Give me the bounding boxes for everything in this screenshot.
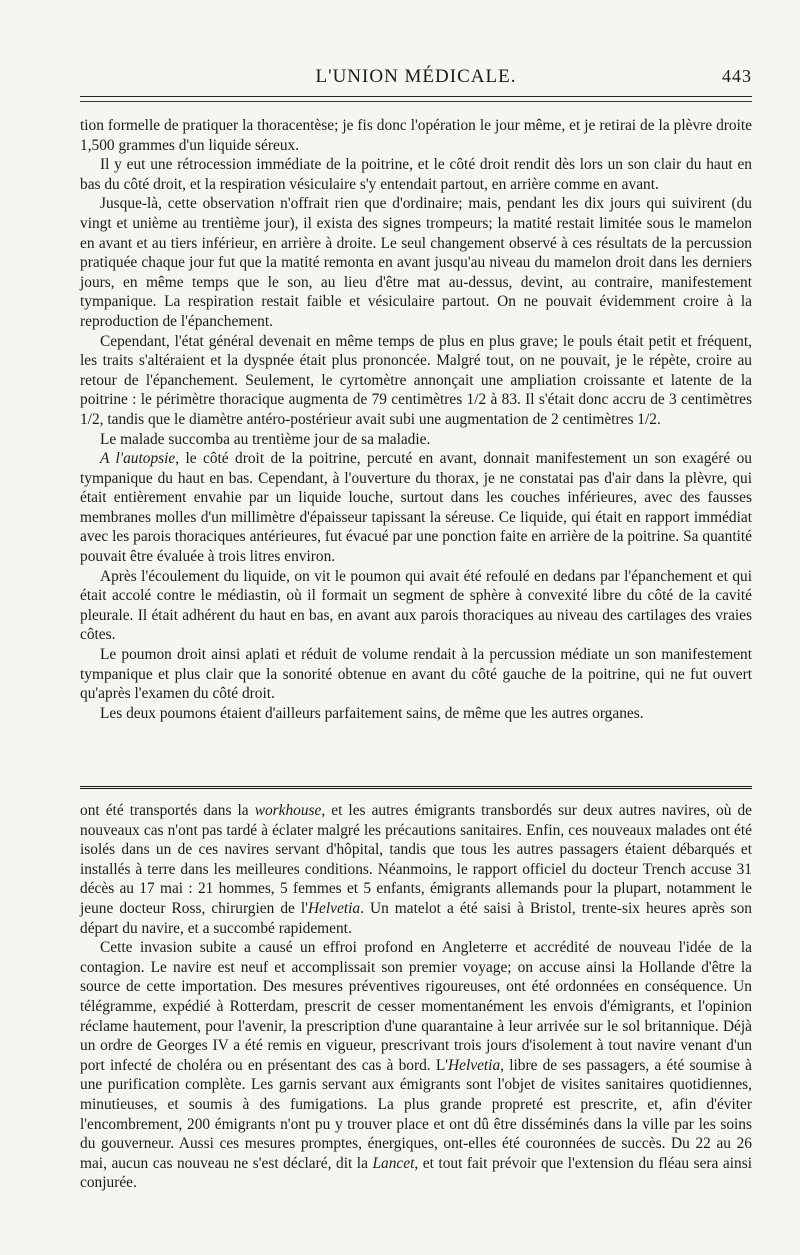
paragraph: A l'autopsie, le côté droit de la poitrine, percuté en avant, donnait manifestement un son exagéré ou tympanique du haut en bas. Cependant, à l'ouverture du thorax, je ne constatai pas d'air dans la plèvre, qui était entièrement envahie par un liquide louche, surtout dans les couches inférieures, avec des fausses membranes molles d'un millimètre d'épaisseur tapissant la séreuse. Ce liquide, qui était en rapport immédiat avec les parois thoraciques antérieures, fut évacué par une ponction faite en arrière de la poitrine. Sa quantité pouvait être évaluée à trois litres environ.	[80, 450, 752, 566]
paragraph: Après l'écoulement du liquide, on vit le poumon qui avait été refoulé en dedans par l'épanchement et qui était accolé contre le médiastin, où il formait un segment de sphère à convexité libre du côté de la cavité pleurale. Il était adhérent du haut en bas, en avant aux parois thoraciques au niveau des cartilages des vraies côtes.	[80, 567, 752, 644]
paragraph: tion formelle de pratiquer la thoracentèse; je fis donc l'opération le jour même, et je retirai de la plèvre droite 1,500 grammes d'un liquide séreux.	[80, 117, 752, 154]
paragraph: Jusque-là, cette observation n'offrait rien que d'ordinaire; mais, pendant les dix jours qui suivirent (du vingt et unième au trentième jour), il exista des signes trompeurs; la matité restait limitée sous le mamelon en avant et au tiers inférieur, en arrière à droite. Le seul changement observé à ces résultats de la percussion pratiquée chaque jour fut que la matité remonta en avant jusqu'au niveau du mamelon droit dans les derniers jours, en même temps que le son, au lieu d'être mat au-dessus, devint, au contraire, manifestement tympanique. La respiration restait faible et vésiculaire partout. On ne pouvait évidemment croire à la reproduction de l'épanchement.	[80, 195, 752, 330]
page-header	[80, 66, 752, 92]
paragraph: Cette invasion subite a causé un effroi profond en Angleterre et accrédité de nouveau l'idée de la contagion. Le navire est neuf et accomplissait son premier voyage; on accuse ainsi la Hollande d'être la source de cette importation. Des mesures préventives rigoureuses, ont été ordonnées en conséquence. Un télégramme, expédié à Rotterdam, prescrit de cesser momentanément les envois d'émigrants, et l'opinion réclame hautement, pour l'avenir, la prescription d'une quarantaine à leur arrivée sur le sol britannique. Déjà un ordre de Georges IV a été remis en vigueur, prescrivant trois jours d'isolement à tout navire venant d'un port infecté de choléra ou en présentant des cas à bord. L'Helvetia, libre de ses passagers, a été soumise à une purification complète. Les garnis servant aux émigrants sont l'objet de visites sanitaires quotidiennes, minutieuses, et soumis à des fumigations. La plus grande propreté est prescrite, et, afin d'éviter l'encombrement, 200 émigrants n'ont pu y trouver place et ont dû être disséminés dans la ville par les soins du gouverneur. Aussi ces mesures promptes, énergiques, ont-elles été couronnées de succès. Du 22 au 26 mai, aucun cas nouveau ne s'est déclaré, dit la Lancet, et tout fait prévoir que l'extension du fléau sera ainsi conjurée.	[80, 939, 752, 1192]
paragraph: ont été transportés dans la workhouse, et les autres émigrants transbordés sur deux autres navires, où de nouveaux cas n'ont pas tardé à éclater malgré les précautions sanitaires. Enfin, ces nouveaux malades ont été isolés dans un de ces navires servant d'hôpital, tandis que tous les autres passagers étaient débarqués et installés à terre dans les meilleures conditions. Néanmoins, le rapport officiel du docteur Trench accuse 31 décès au 17 mai : 21 hommes, 5 femmes et 5 enfants, émigrants allemands pour la plupart, notamment le jeune docteur Ross, chirurgien de l'Helvetia. Un matelot a été saisi à Bristol, trente-six heures après son départ du navire, et a succombé rapidement.	[80, 802, 753, 937]
paragraph: Cependant, l'état général devenait en même temps de plus en plus grave; le pouls était petit et fréquent, les traits s'altéraient et la dyspnée était plus prononcée. Malgré tout, on ne pouvait, je le répète, croire au retour de l'épanchement. Seulement, le cyrtomètre annonçait une ampliation croissante et latente de la poitrine : le périmètre thoracique augmenta de 79 centimètres 1/2 à 83. Il s'était donc accru de 3 centimètres 1/2, tandis que le diamètre antéro-postérieur avait subi une augmentation de 2 centimètres 1/2.	[80, 332, 752, 428]
page-number: 443	[722, 66, 752, 86]
paragraph: Il y eut une rétrocession immédiate de la poitrine, et le côté droit rendit dès lors un son clair du haut en bas du côté droit, et la respiration vésiculaire s'y entendait partout, en arrière comme en avant.	[80, 156, 752, 193]
paragraph: Le malade succomba au trentième jour de sa maladie.	[100, 430, 431, 448]
header-rule-thin	[80, 101, 752, 102]
header-rule	[80, 96, 752, 97]
section-separator	[80, 786, 752, 789]
paragraph: Les deux poumons étaient d'ailleurs parfaitement sains, de même que les autres organes.	[100, 704, 644, 722]
paragraph: Le poumon droit ainsi aplati et réduit de volume rendait à la percussion médiate un son manifestement tympanique et plus clair que la sonorité obtenue en avant du côté gauche de la poitrine, qui ne fut ouvert qu'après l'examen du côté droit.	[80, 646, 752, 703]
feuilleton-continuation	[80, 801, 752, 1193]
article-continuation	[80, 116, 752, 723]
running-title: L'UNION MÉDICALE.	[315, 66, 517, 87]
